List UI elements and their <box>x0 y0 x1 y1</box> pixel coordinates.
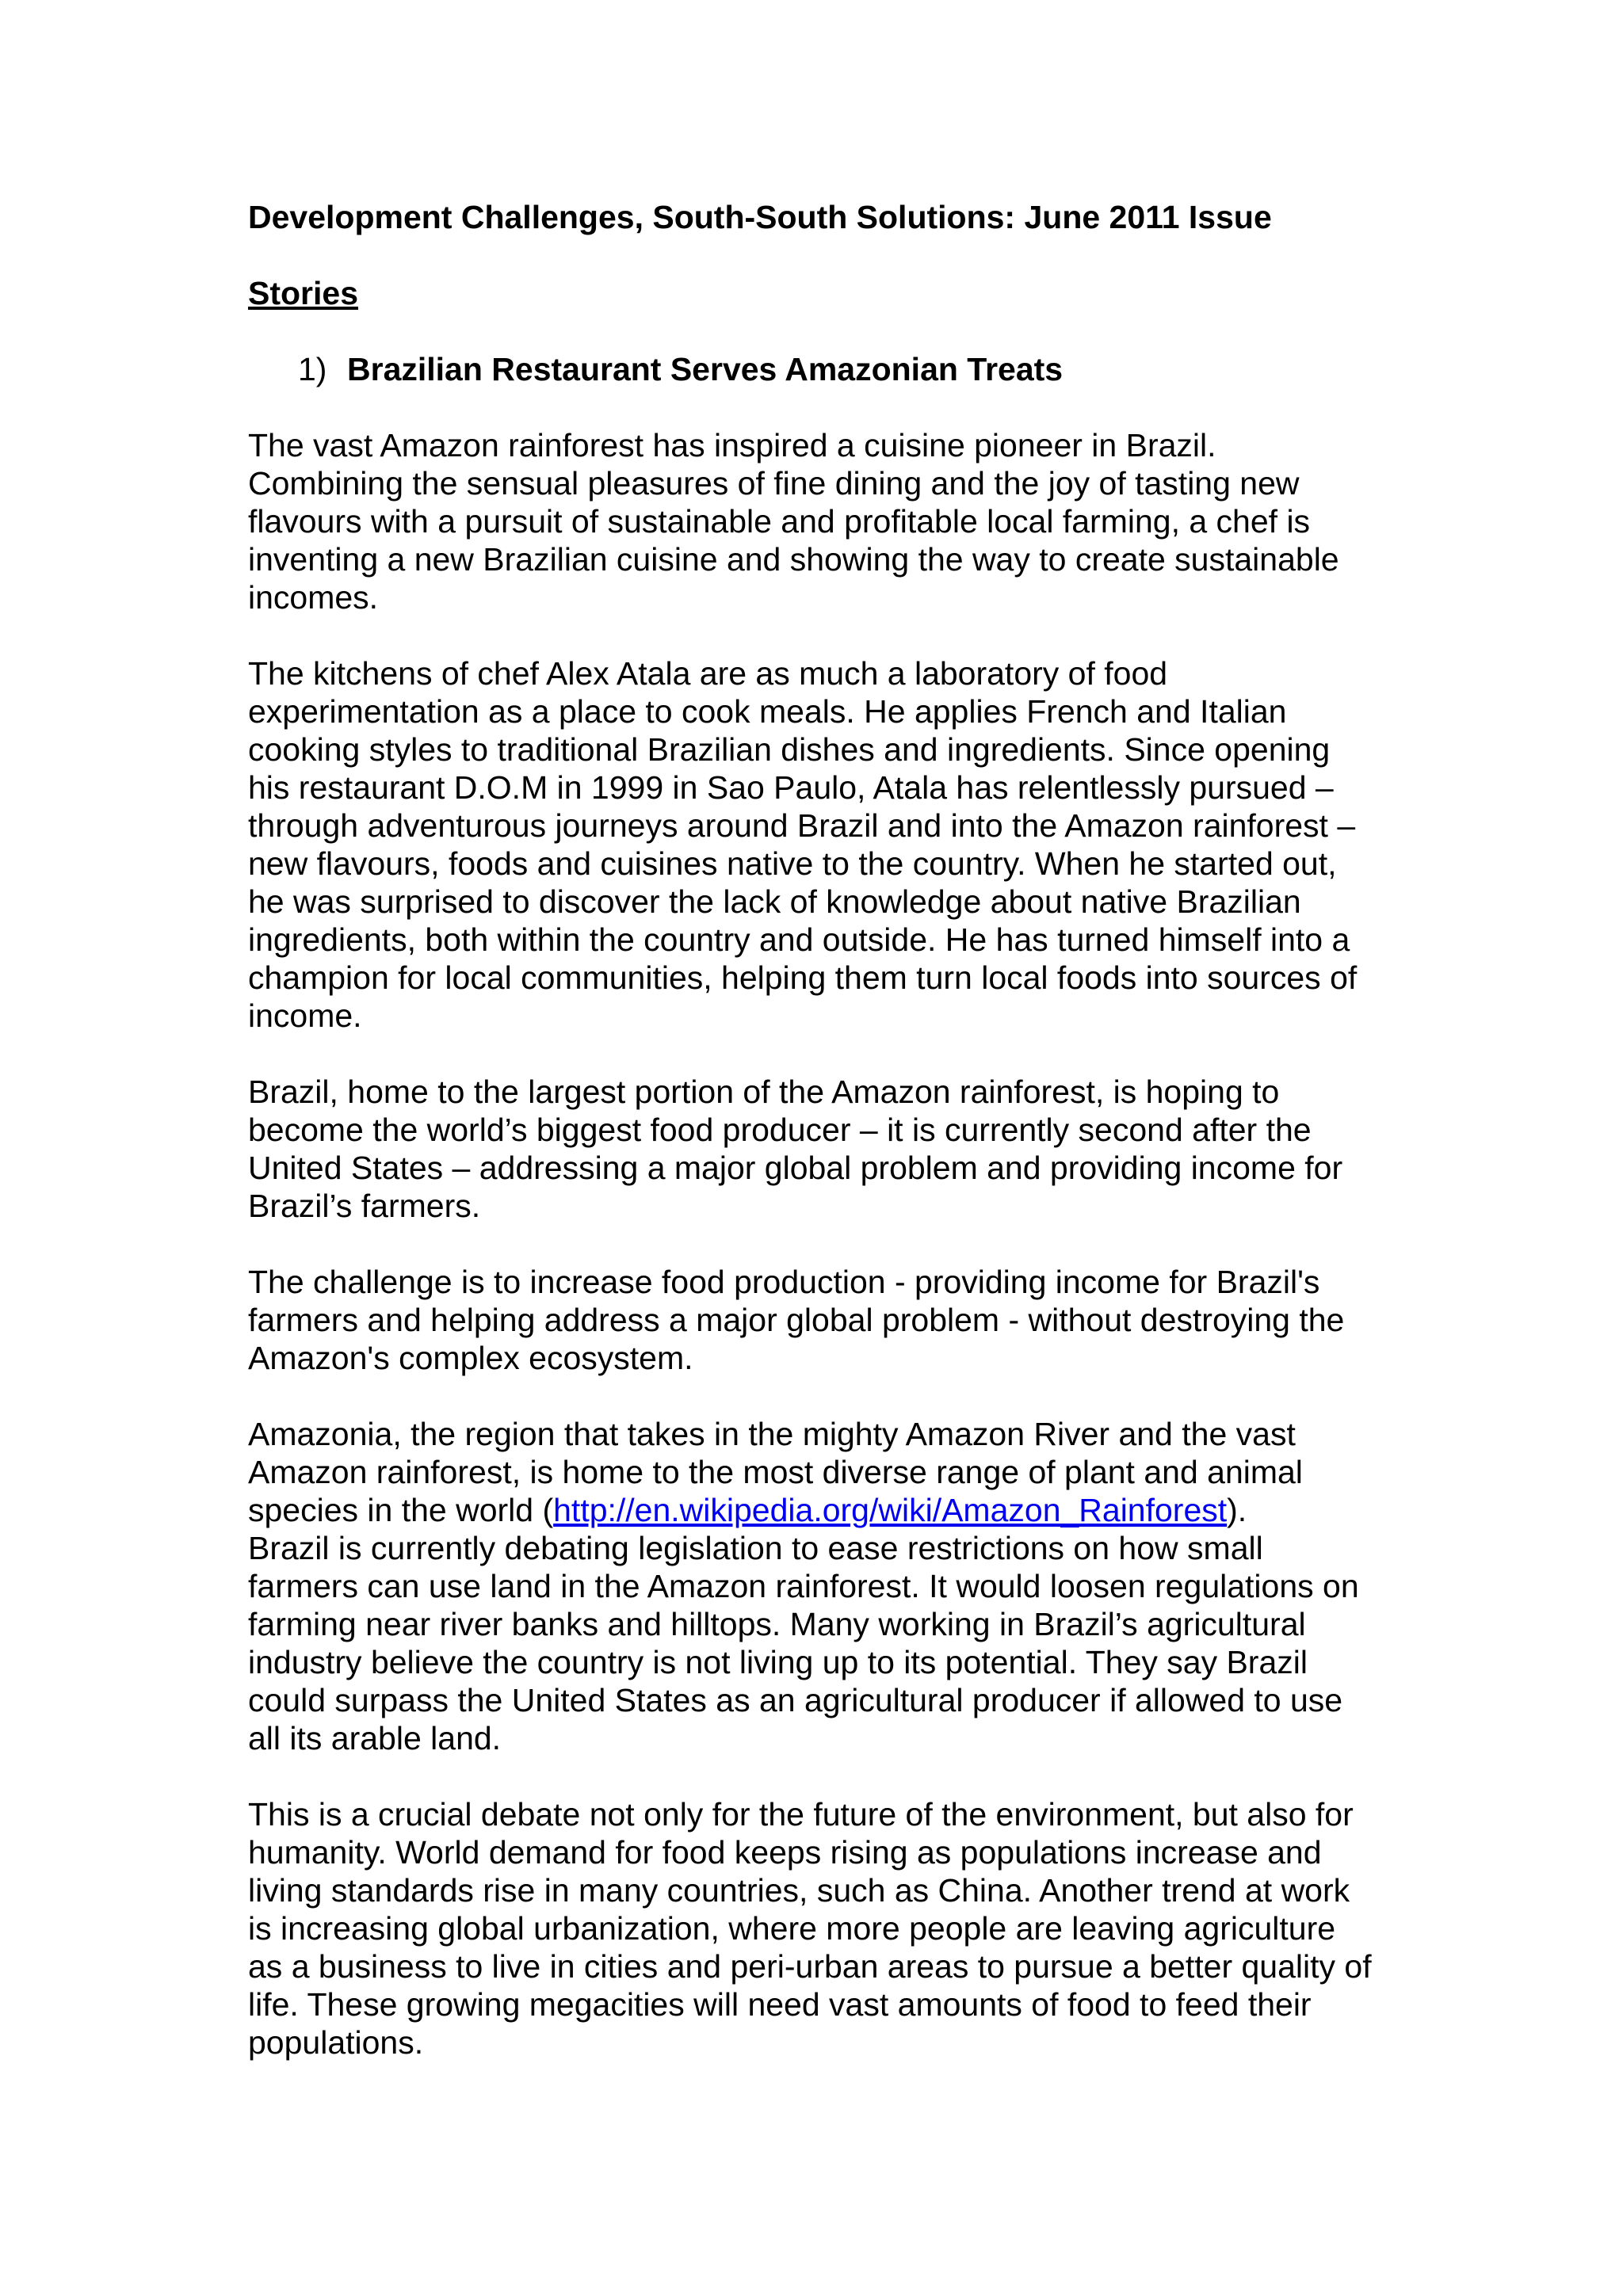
text-line: United States – addressing a major global problem and providing income for <box>248 1150 1343 1186</box>
text-line-with-link <box>248 1491 1437 1529</box>
paragraph <box>248 1263 1437 1377</box>
text-line: Brazil’s farmers. <box>248 1188 481 1224</box>
text-line: become the world’s biggest food producer – it is currently second after the <box>248 1112 1312 1148</box>
text-line: living standards rise in many countries, such as China. Another trend at work <box>248 1872 1350 1909</box>
text-line: income. <box>248 997 362 1034</box>
text-line: Amazon rainforest, is home to the most diverse range of plant and animal <box>248 1454 1303 1490</box>
paragraph <box>248 1415 1437 1529</box>
paragraph <box>248 1529 1437 1757</box>
text-line: This is a crucial debate not only for the future of the environment, but also for <box>248 1796 1354 1833</box>
text-line: Brazil, home to the largest portion of the Amazon rainforest, is hoping to <box>248 1074 1280 1110</box>
text-line: Combining the sensual pleasures of fine dining and the joy of tasting new <box>248 465 1300 502</box>
text-line: incomes. <box>248 579 379 616</box>
text-line: life. These growing megacities will need vast amounts of food to feed their <box>248 1986 1312 2023</box>
text-line: he was surprised to discover the lack of knowledge about native Brazilian <box>248 883 1301 920</box>
text-segment: species in the world ( <box>248 1492 554 1528</box>
section-heading-stories: Stories <box>248 275 358 311</box>
text-line: all its arable land. <box>248 1720 502 1756</box>
text-line: The kitchens of chef Alex Atala are as much a laboratory of food <box>248 655 1168 692</box>
text-line: ingredients, both within the country and outside. He has turned himself into a <box>248 921 1350 958</box>
text-line: Brazil is currently debating legislation to ease restrictions on how small <box>248 1530 1263 1566</box>
text-line: flavours with a pursuit of sustainable and profitable local farming, a chef is <box>248 503 1311 540</box>
text-line: industry believe the country is not living up to its potential. They say Brazil <box>248 1644 1308 1680</box>
story-heading <box>248 350 1437 388</box>
text-line: The challenge is to increase food production - providing income for Brazil's <box>248 1264 1320 1300</box>
text-line: champion for local communities, helping them turn local foods into sources of <box>248 959 1358 996</box>
paragraph <box>248 1795 1437 2061</box>
paragraph <box>248 654 1437 1035</box>
text-line: his restaurant D.O.M in 1999 in Sao Paulo, Atala has relentlessly pursued – <box>248 769 1334 806</box>
story-title: Brazilian Restaurant Serves Amazonian Treats <box>347 351 1064 387</box>
text-segment: ). <box>1227 1492 1247 1528</box>
paragraph <box>248 1073 1437 1225</box>
text-line: populations. <box>248 2024 424 2061</box>
text-line: experimentation as a place to cook meals. He applies French and Italian <box>248 693 1287 730</box>
story-body <box>248 426 1437 2061</box>
text-line: new flavours, foods and cuisines native to the country. When he started out, <box>248 845 1337 882</box>
text-line: cooking styles to traditional Brazilian dishes and ingredients. Since opening <box>248 731 1331 768</box>
text-line: The vast Amazon rainforest has inspired a cuisine pioneer in Brazil. <box>248 427 1216 463</box>
text-line: is increasing global urbanization, where more people are leaving agriculture <box>248 1910 1336 1947</box>
wikipedia-link[interactable]: http://en.wikipedia.org/wiki/Amazon_Rainforest <box>553 1492 1228 1528</box>
text-line: inventing a new Brazilian cuisine and showing the way to create sustainable <box>248 541 1339 578</box>
document-title: Development Challenges, South-South Solutions: June 2011 Issue <box>248 199 1272 235</box>
text-line: Amazonia, the region that takes in the mighty Amazon River and the vast <box>248 1416 1296 1452</box>
text-line: as a business to live in cities and peri-urban areas to pursue a better quality of <box>248 1948 1372 1985</box>
text-line: through adventurous journeys around Brazil and into the Amazon rainforest – <box>248 807 1356 844</box>
story-number: 1) <box>298 351 327 387</box>
text-line: farming near river banks and hilltops. Many working in Brazil’s agricultural <box>248 1606 1306 1642</box>
paragraph <box>248 426 1437 616</box>
text-line: Amazon's complex ecosystem. <box>248 1340 693 1376</box>
text-line: humanity. World demand for food keeps rising as populations increase and <box>248 1834 1322 1871</box>
document-page <box>248 198 1437 2061</box>
text-line: could surpass the United States as an agricultural producer if allowed to use <box>248 1682 1343 1718</box>
text-line: farmers can use land in the Amazon rainforest. It would loosen regulations on <box>248 1568 1359 1604</box>
text-line: farmers and helping address a major global problem - without destroying the <box>248 1302 1345 1338</box>
